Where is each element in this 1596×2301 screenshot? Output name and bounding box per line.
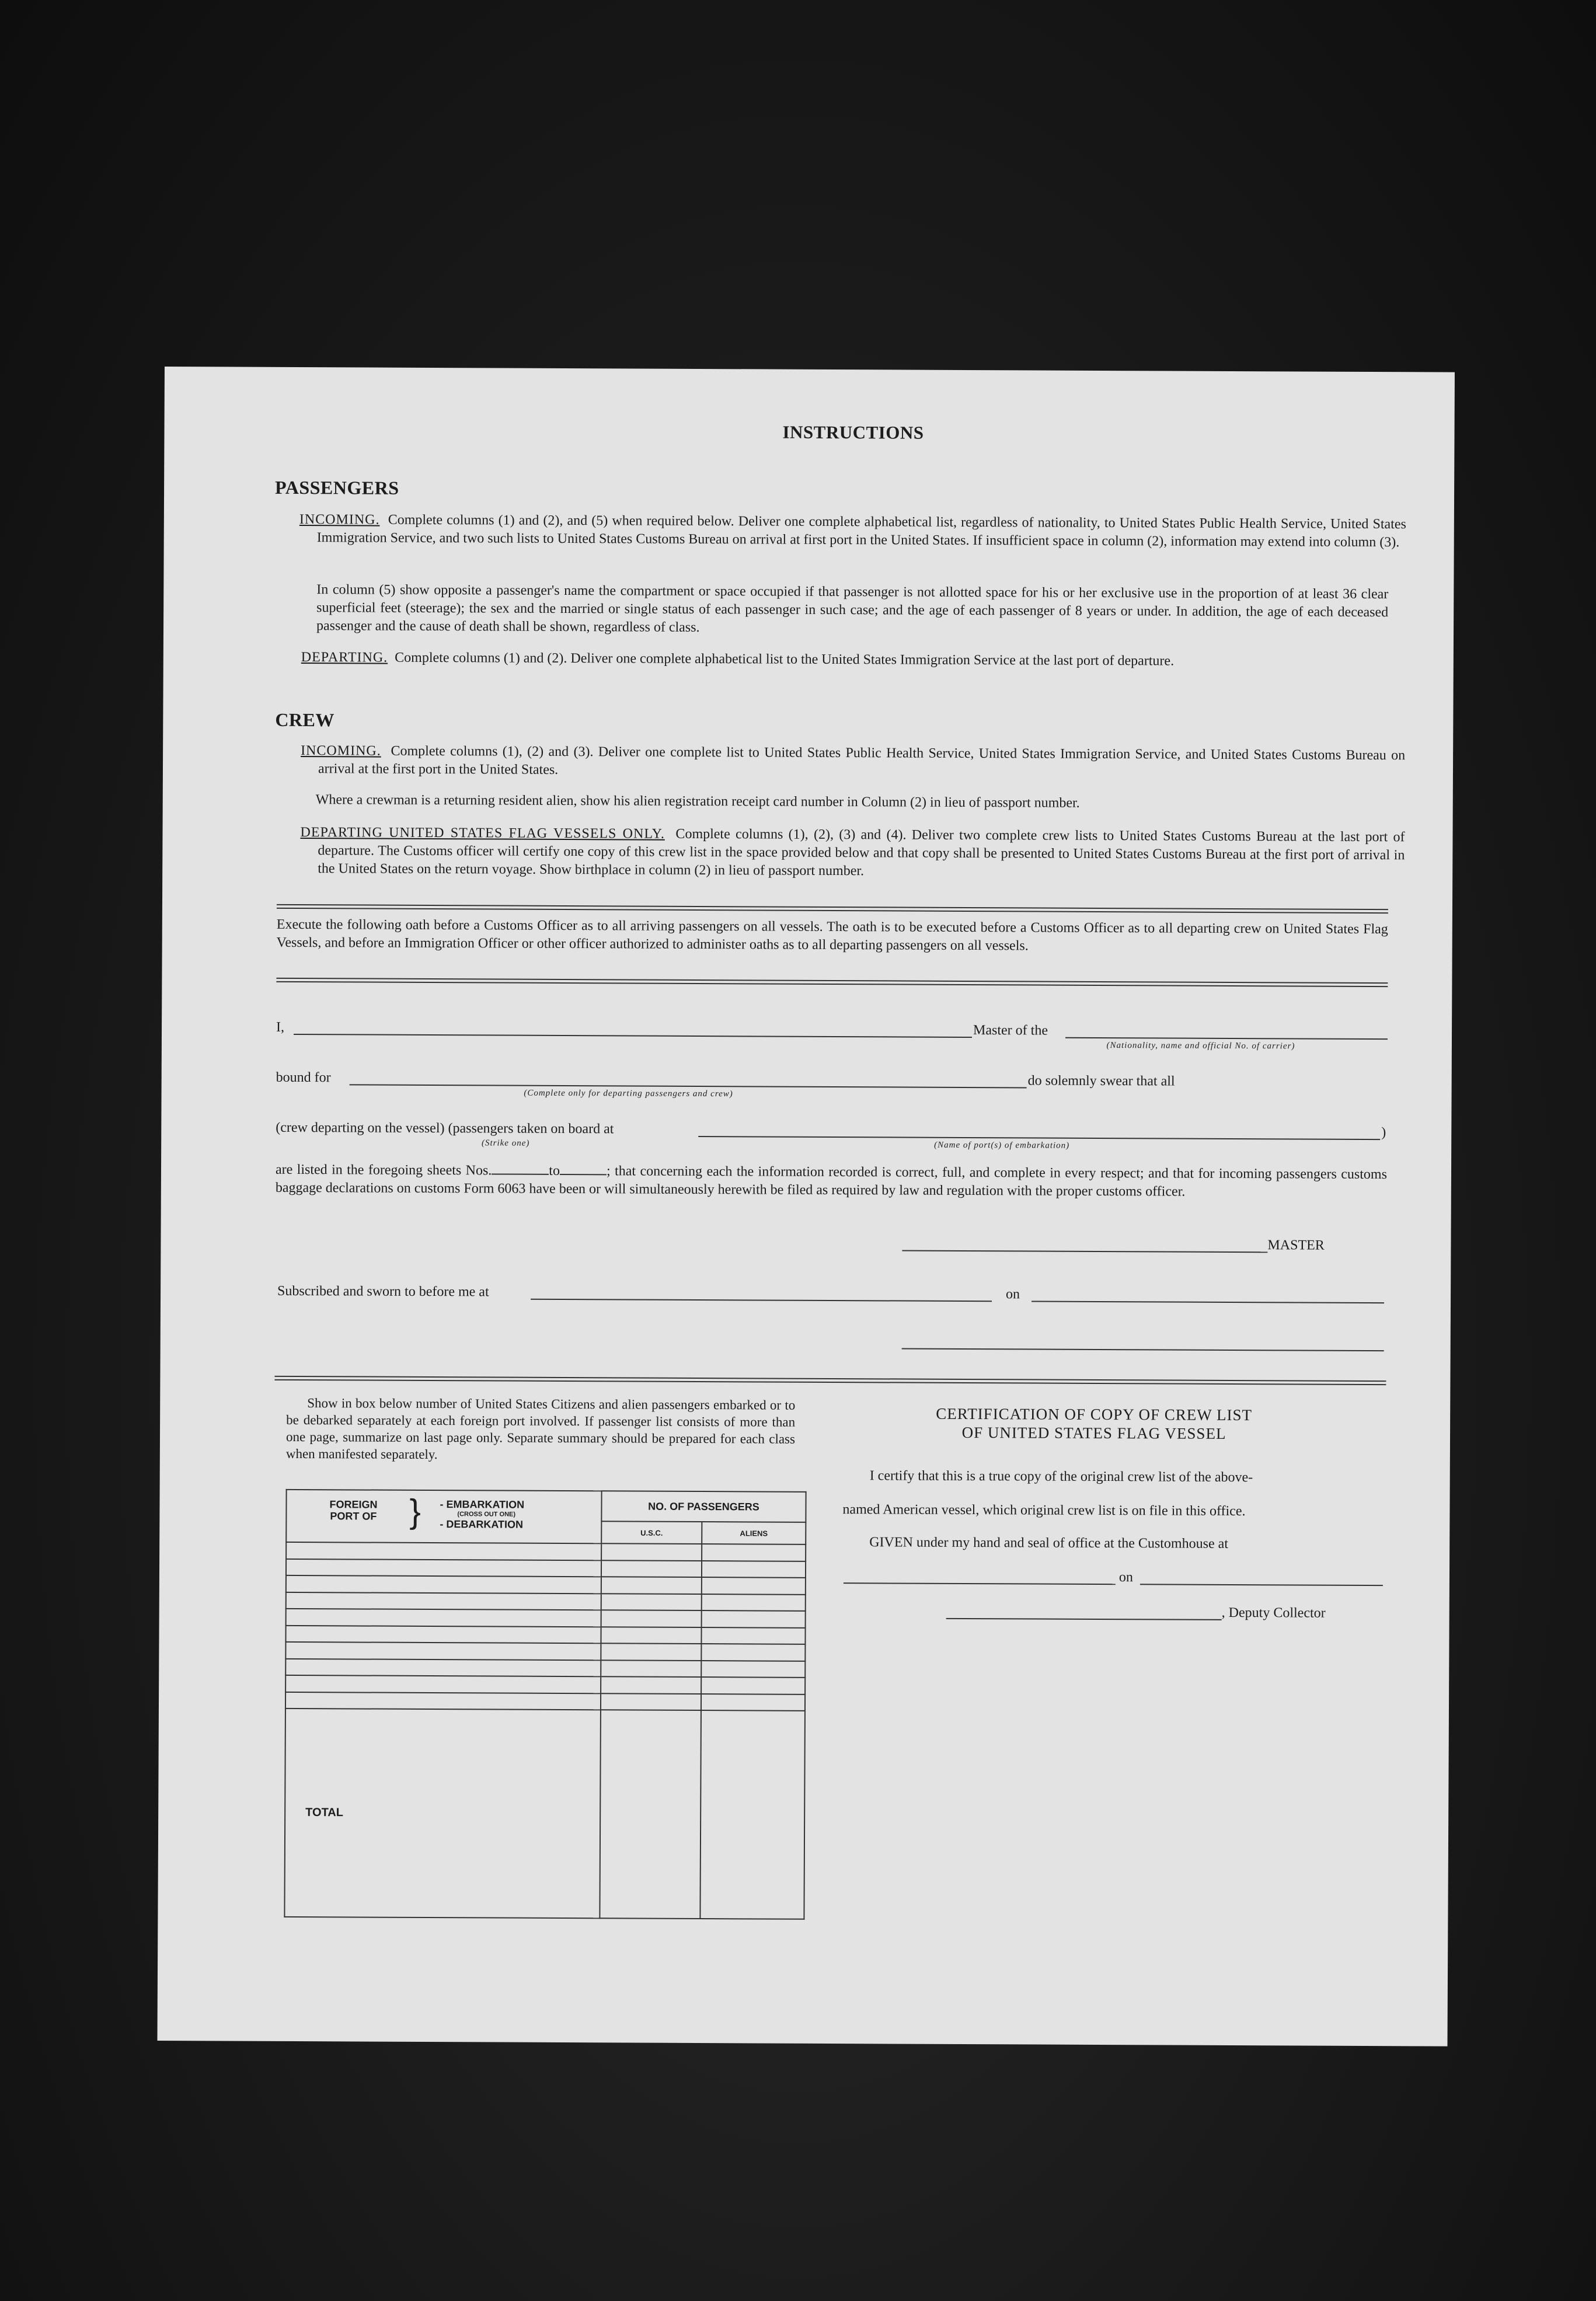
embarkation-label: - EMBARKATION <box>440 1498 525 1511</box>
port-cell[interactable] <box>285 1642 601 1660</box>
aliens-cell[interactable] <box>702 1544 806 1561</box>
double-rule <box>274 1376 1386 1385</box>
aliens-cell[interactable] <box>701 1661 805 1678</box>
cert-date-field[interactable] <box>1140 1584 1383 1586</box>
passengers-departing-paragraph <box>301 649 1406 671</box>
usc-cell[interactable] <box>601 1543 702 1560</box>
port-caption: (Name of port(s) of embarkation) <box>934 1140 1070 1150</box>
carrier-field[interactable] <box>1065 1037 1388 1040</box>
do-solemnly-label: do solemnly swear that all <box>1027 1073 1175 1089</box>
sworn-on-label: on <box>1006 1287 1020 1302</box>
table-row <box>285 1659 805 1678</box>
port-cell[interactable] <box>286 1542 601 1560</box>
table-row <box>286 1575 806 1594</box>
usc-cell[interactable] <box>601 1560 702 1577</box>
aliens-cell[interactable] <box>702 1594 806 1611</box>
master-signature-field[interactable] <box>902 1250 1267 1253</box>
passengers-incoming-lead: INCOMING. <box>299 512 380 528</box>
strike-one-caption: (Strike one) <box>481 1138 530 1148</box>
crew-departing-lead: DEPARTING UNITED STATES FLAG VESSELS ONLY. <box>300 825 665 842</box>
total-aliens-cell[interactable] <box>700 1710 805 1919</box>
crew-departing-label: (crew departing on the vessel) (passengers taken on board at <box>276 1120 614 1137</box>
port-cell[interactable] <box>285 1675 601 1693</box>
crew-incoming-paragraph <box>301 742 1405 783</box>
deputy-collector-label: , Deputy Collector <box>1221 1605 1326 1621</box>
aliens-cell[interactable] <box>701 1677 805 1694</box>
port-header <box>286 1490 601 1543</box>
sheet-to-field[interactable] <box>560 1162 607 1175</box>
passengers-heading: PASSENGERS <box>275 476 399 498</box>
table-row <box>286 1592 806 1611</box>
crew-incoming-lead: INCOMING. <box>301 743 381 759</box>
usc-cell[interactable] <box>601 1643 701 1660</box>
complete-only-caption: (Complete only for departing passengers and crew) <box>524 1088 733 1099</box>
usc-cell[interactable] <box>601 1594 702 1610</box>
given-label: GIVEN under my hand and seal of office at the Customhouse at <box>869 1535 1229 1552</box>
cross-out-label: (CROSS OUT ONE) <box>457 1511 516 1518</box>
debarkation-label: - DEBARKATION <box>440 1518 524 1530</box>
table-row <box>286 1542 806 1561</box>
table-row <box>285 1642 805 1661</box>
passengers-incoming-text: Complete columns (1) and (2), and (5) when required below. Deliver one complete alphabetical list, regardless of nationality, to United States Public Health Service, United States Immigration Service, and two such lists to United States Customs Bureau on arrival at first port in the United States. If insufficient space in column (2), information may extend into column (3). <box>316 512 1406 550</box>
aliens-cell[interactable] <box>702 1610 806 1627</box>
customhouse-field[interactable] <box>844 1582 1116 1585</box>
usc-cell[interactable] <box>601 1610 702 1627</box>
oath-i-label: I, <box>276 1019 285 1035</box>
port-cell[interactable] <box>286 1592 601 1610</box>
crew-heading: CREW <box>275 709 335 731</box>
passengers-column5-paragraph: In column (5) show opposite a passenger's name the compartment or space occupied if that passenger is not allotted space for his or her exclusive use in the proportion of at least 36 clear superficial feet (steerage); the sex and the married or single status of each passenger in such case; and the age of each passenger of 8 years or under. In addition, the age of each deceased passenger and the cause of death shall be shown, regardless of class. <box>316 582 1389 636</box>
nationality-caption: (Nationality, name and official No. of carrier) <box>1106 1041 1295 1051</box>
sworn-place-field[interactable] <box>531 1299 992 1302</box>
foreign-port-label: FOREIGN PORT OF <box>329 1498 378 1522</box>
embarkation-port-field[interactable] <box>698 1136 1380 1140</box>
table-row <box>285 1675 805 1694</box>
port-cell[interactable] <box>286 1559 601 1577</box>
aliens-header: ALIENS <box>702 1522 806 1545</box>
crew-resident-paragraph: Where a crewman is a returning resident alien, show his alien registration receipt card number in Column (2) in lieu of passport number. <box>315 792 1080 811</box>
listed-part1: are listed in the foregoing sheets Nos. <box>275 1162 492 1179</box>
certify-line2: named American vessel, which original crew list is on file in this office. <box>842 1502 1246 1519</box>
passengers-incoming-paragraph <box>299 511 1406 552</box>
document-page <box>157 367 1454 2047</box>
aliens-cell[interactable] <box>701 1627 805 1644</box>
instructions-title: INSTRUCTIONS <box>782 421 924 443</box>
table-row <box>285 1692 805 1711</box>
port-cell[interactable] <box>286 1575 601 1594</box>
usc-cell[interactable] <box>601 1627 701 1644</box>
table-row <box>285 1626 805 1644</box>
brace-icon: } <box>409 1492 421 1530</box>
close-paren: ) <box>1381 1125 1386 1141</box>
aliens-cell[interactable] <box>702 1577 806 1594</box>
aliens-cell[interactable] <box>702 1561 806 1578</box>
table-row <box>286 1609 806 1627</box>
double-rule <box>277 904 1388 914</box>
summary-instruction: Show in box below number of United States Citizens and alien passengers embarked or to be debarked separately at each foreign port involved. If passenger list consists of more than one page, summarize on last page only. Separate summary should be prepared for each class when manifested separately. <box>285 1396 796 1462</box>
master-name-field[interactable] <box>294 1034 972 1038</box>
subscribed-label: Subscribed and sworn to before me at <box>277 1283 489 1300</box>
total-label: TOTAL <box>284 1709 601 1918</box>
listed-to: to <box>549 1163 560 1179</box>
crew-incoming-text: Complete columns (1), (2) and (3). Deliver one complete list to United States Public Health Service, United States Immigration Service, and United States Customs Bureau on arrival at the first port in the United States. <box>318 743 1406 778</box>
usc-cell[interactable] <box>601 1693 701 1710</box>
deputy-signature-field[interactable] <box>946 1618 1222 1620</box>
port-cell[interactable] <box>286 1609 601 1627</box>
usc-cell[interactable] <box>601 1660 701 1677</box>
port-cell[interactable] <box>285 1626 601 1644</box>
passengers-departing-text: Complete columns (1) and (2). Deliver one complete alphabetical list to the United States Immigration Service at the last port of departure. <box>395 650 1175 669</box>
aliens-cell[interactable] <box>701 1694 805 1711</box>
crew-departing-paragraph <box>300 824 1405 883</box>
sworn-date-field[interactable] <box>1032 1301 1384 1303</box>
total-usc-cell[interactable] <box>600 1710 701 1919</box>
oath-instruction: Execute the following oath before a Customs Officer as to all arriving passengers on all vessels. The oath is to be executed before a Customs Officer as to all departing crew on United States Flag Vessels, and before an Immigration Officer or other officer authorized to administer oaths as to all departing passengers on all vessels. <box>276 916 1388 954</box>
certification-title-line2: OF UNITED STATES FLAG VESSEL <box>961 1423 1226 1442</box>
certify-line1: I certify that this is a true copy of the original crew list of the above- <box>869 1468 1253 1486</box>
usc-cell[interactable] <box>601 1677 701 1694</box>
total-row <box>284 1709 805 1919</box>
bound-for-label: bound for <box>276 1069 331 1086</box>
double-rule <box>276 978 1388 987</box>
certification-title <box>860 1404 1327 1443</box>
port-cell[interactable] <box>285 1659 601 1677</box>
port-cell[interactable] <box>285 1692 601 1710</box>
certification-title-line1: CERTIFICATION OF COPY OF CREW LIST <box>936 1404 1253 1424</box>
master-label: MASTER <box>1267 1237 1325 1253</box>
officer-signature-field[interactable] <box>902 1348 1384 1352</box>
usc-cell[interactable] <box>601 1577 702 1594</box>
sheet-from-field[interactable] <box>492 1162 549 1174</box>
crew-departing-text: Complete columns (1), (2), (3) and (4). Deliver two complete crew lists to United States Customs Bureau at the last port of departure. The Customs officer will certify one copy of this crew list in the space provided below and that copy shall be presented to United States Customs Bureau at the first port of arrival in the United States on the return voyage. Show birthplace in column (2) in lieu of passport number. <box>318 826 1405 879</box>
no-of-passengers-header: NO. OF PASSENGERS <box>601 1491 806 1522</box>
listed-part2: ; that concerning each the information recorded is correct, full, and complete in every respect; and that for incoming passengers customs baggage declarations on customs Form 6063 have been or will simultaneously herewith be filed as required by law and regulation with the proper customs officer. <box>275 1163 1388 1200</box>
usc-header: U.S.C. <box>601 1521 702 1544</box>
aliens-cell[interactable] <box>701 1644 805 1661</box>
table-row <box>286 1559 806 1577</box>
listed-paragraph <box>276 1161 1387 1202</box>
passenger-summary-table <box>284 1489 806 1920</box>
master-of-label: Master of the <box>973 1023 1048 1038</box>
passengers-departing-lead: DEPARTING. <box>301 650 388 665</box>
cert-on-label: on <box>1118 1570 1134 1585</box>
bound-for-field[interactable] <box>350 1084 1027 1088</box>
